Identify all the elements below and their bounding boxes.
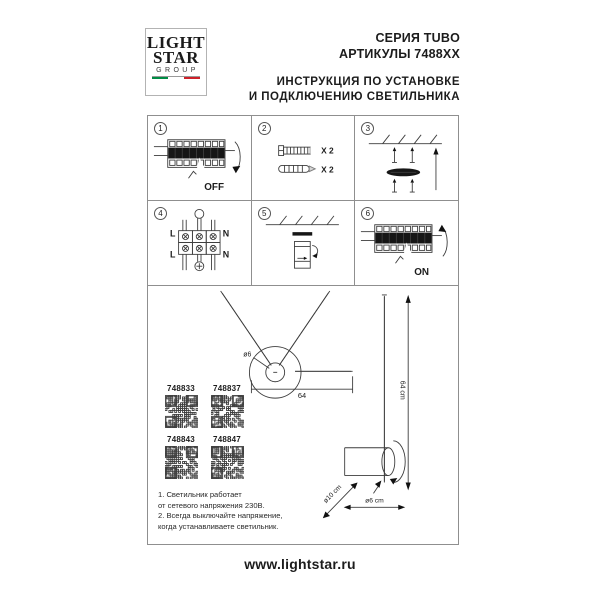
flag-red-segment: [184, 77, 200, 79]
series-title: СЕРИЯ TUBO: [375, 31, 460, 45]
website-url: www.lightstar.ru: [244, 556, 356, 572]
step-1-panel: [148, 116, 252, 200]
line-label-bottom: L: [169, 249, 176, 260]
article-code: 748847: [213, 435, 241, 444]
article-qr-grid: [162, 384, 246, 479]
terminal-block-icon: [179, 209, 220, 270]
article-item: [208, 435, 246, 479]
steps-row-2: [148, 201, 458, 286]
base-diagonal-label: ø10 cm: [322, 483, 344, 505]
article-item: [162, 384, 200, 428]
tube-diameter-callout: [243, 351, 269, 368]
product-drawing-panel: [148, 286, 458, 544]
qr-code-icon: [165, 446, 198, 479]
neutral-label-top: N: [222, 228, 230, 239]
canopy-plate-icon: [387, 168, 421, 176]
articles-title: АРТИКУЛЫ 7488XX: [338, 47, 460, 61]
article-item: [208, 384, 246, 428]
step-1-number: 1: [154, 122, 167, 135]
neutral-label-bottom: N: [222, 249, 230, 260]
qr-code-icon: [211, 446, 244, 479]
instruction-title-line2: И ПОДКЛЮЧЕНИЮ СВЕТИЛЬНИКА: [248, 91, 460, 103]
italian-flag-stripe: [152, 76, 200, 79]
screw-icon: [278, 146, 316, 156]
step-6-number: 6: [361, 207, 374, 220]
flag-green-segment: [152, 77, 168, 79]
height-dimension: [398, 295, 411, 490]
off-label: OFF: [204, 182, 224, 194]
qr-code-icon: [211, 395, 244, 428]
logo-text-group: GROUP: [156, 67, 199, 74]
step-4-number: 4: [154, 207, 167, 220]
flag-white-segment: [168, 77, 184, 79]
instruction-title: [249, 75, 460, 105]
rotate-up-arrow-icon: [439, 225, 448, 257]
article-item: [162, 435, 200, 479]
step-2-panel: [252, 116, 356, 200]
mounted-plate-icon: [292, 232, 312, 235]
article-code: 748837: [213, 384, 241, 393]
note-line: когда устанавливаете светильник.: [158, 521, 279, 531]
logo-text-light: LIGHT: [146, 33, 206, 52]
note-line: 2. Всегда выключайте напряжение,: [158, 511, 283, 520]
step-3-number: 3: [361, 122, 374, 135]
step-5-number: 5: [258, 207, 271, 220]
screw-qty-label: X 2: [320, 145, 334, 156]
ceiling-icon: [265, 216, 338, 225]
circuit-breaker-icon: [361, 225, 442, 253]
rotate-down-arrow-icon: [232, 142, 240, 174]
base-diagonal-dimension: [322, 482, 357, 518]
lightstar-logo: [145, 28, 207, 96]
screws-up-icon: [392, 147, 415, 162]
circuit-breaker-icon: [154, 140, 235, 168]
line-label-top: L: [169, 228, 176, 239]
on-label: ON: [414, 267, 430, 279]
instruction-grid: [147, 115, 459, 545]
note-line: 1. Светильник работает: [158, 490, 242, 499]
logo-text-star: STAR: [152, 48, 200, 67]
base-width-label: ø6 cm: [365, 497, 384, 505]
tube-diameter-label: ø6: [243, 351, 252, 359]
screws-lower-icon: [392, 179, 415, 192]
article-code: 748833: [167, 384, 195, 393]
lamp-side-view: [345, 295, 406, 493]
qr-code-icon: [165, 395, 198, 428]
wall-plug-qty-label: X 2: [320, 164, 334, 175]
width-dimension-label: 64: [297, 391, 307, 401]
step-4-panel: [148, 201, 252, 285]
safety-notes: [158, 490, 283, 532]
step-2-number: 2: [258, 122, 271, 135]
base-width-dimension: [344, 497, 406, 510]
wall-plug-icon: [278, 165, 315, 172]
lamp-base-icon: [294, 242, 317, 269]
note-line: от сетевого напряжения 230В.: [158, 500, 265, 510]
step-5-panel: [252, 201, 356, 285]
up-arrow-icon: [434, 148, 439, 190]
step-6-panel: [355, 201, 458, 285]
header-text-block: [249, 30, 460, 105]
lamp-front-view: [221, 291, 353, 401]
instruction-title-line1: ИНСТРУКЦИЯ ПО УСТАНОВКЕ: [276, 76, 460, 88]
ceiling-icon: [369, 135, 442, 144]
step-3-panel: [355, 116, 458, 200]
height-dimension-label: 64 cm: [398, 380, 406, 400]
steps-row-1: [148, 116, 458, 201]
article-code: 748843: [167, 435, 195, 444]
